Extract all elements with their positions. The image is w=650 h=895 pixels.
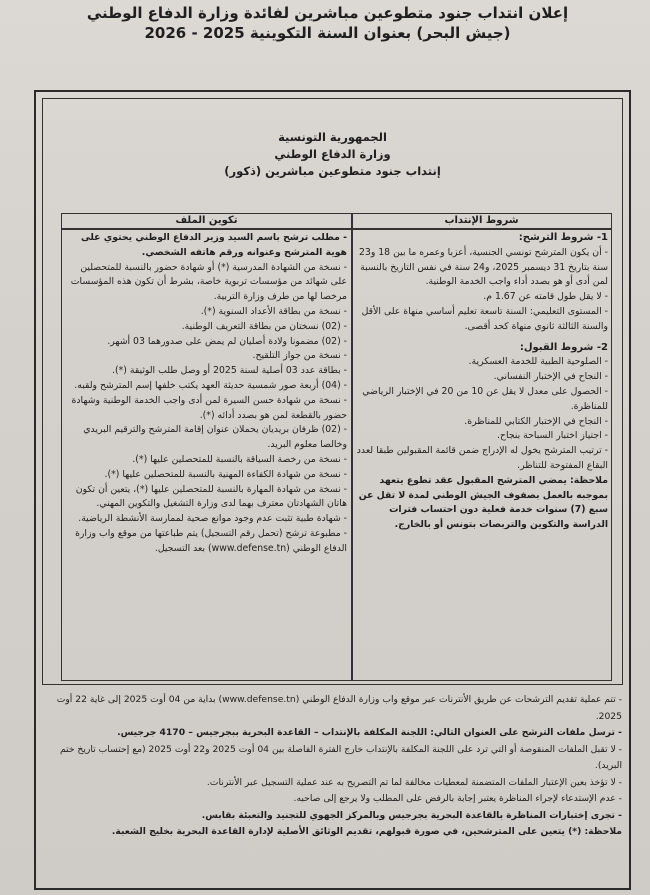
procedure-item: - لا تؤخذ بعين الإعتبار الملفات المتضمنة لمعطيات مخالفة لما تم التصريح به عند عملية التسجيل عبر الأنترنات. xyxy=(206,776,622,788)
file-item: - (02) نسختان من بطاقة التعريف الوطنية. xyxy=(181,320,347,332)
file-item: - نسخة من جواز التلقيح. xyxy=(252,350,347,362)
condition-item: - المستوى التعليمي: السنة تاسعة تعليم أساسي منهاة على الأقل والسنة الثالثة ثانوي منهاة كحد أقصى. xyxy=(361,305,608,332)
recruitment-title: إنتداب جنود متطوعين مباشرين (ذكور) xyxy=(224,164,441,178)
condition-item: - الصلوحية الطبية للخدمة العسكرية. xyxy=(468,356,608,368)
file-item: - (02) ظرفان بريديان يحملان عنوان إقامة المترشح والترقيم البريدي وخالصا معلوم البريد. xyxy=(83,424,347,451)
file-item: - بطاقة عدد 03 أصلية لسنة 2025 أو وصل طلب الوثيقة (*). xyxy=(112,365,347,377)
procedure-item: - عدم الإستدعاء لإجراء المناظرة يعتبر إجابة بالرفض على المطلب ولا يرجع إلى صاحبه. xyxy=(293,793,622,804)
condition-item: - ترتيب المترشح يخول له الإدراج ضمن قائمة المقبولين طبقا لعدد البقاع المفتوحة للتناظر. xyxy=(356,445,608,471)
requirements-table xyxy=(61,213,612,681)
announcement-header xyxy=(20,4,635,43)
issuer-block xyxy=(43,129,622,180)
file-item: - نسخة من الشهادة المدرسية (*) أو شهادة حضور بالنسبة للمتحصلين على شهائد من مؤسسات تربوية خاصة، بشرط أن تكون هذه المؤسسات مرخصا لها من طرف وزارة التربية. xyxy=(70,261,347,303)
conditions-header: شروط الإنتداب xyxy=(444,215,519,226)
section-title: 1- شروط الترشح: xyxy=(518,232,608,243)
condition-item: - اجتياز اختبار السباحة بنجاح. xyxy=(497,430,608,442)
file-item: - (04) أربعة صور شمسية حديثة العهد يكتب خلفها إسم المترشح ولقبه. xyxy=(74,379,347,391)
procedure-item: - لا تقبل الملفات المنقوصة أو التي ترد على اللجنة المكلفة بالإنتداب خارج الفترة الفاصلة بين 04 أوت 2025 و22 أوت 2025 (مع إحتساب تاريخ ختم البريد). xyxy=(59,743,622,771)
file-item: - نسخة من شهادة المهارة بالنسبة للمتحصلين عليها (*)، يتعين أن تكون هاتان الشهادتان معترف بهما لدى وزارة التشغيل والتكوين المهني. xyxy=(75,483,347,510)
table-header-divider xyxy=(62,228,611,230)
file-item: - نسخة من رخصة السياقة بالنسبة للمتحصلين عليها (*). xyxy=(132,453,347,465)
outer-frame xyxy=(34,90,631,890)
announcement-title: إعلان انتداب جنود متطوعين مباشرين لفائدة وزارة الدفاع الوطني xyxy=(86,4,569,22)
file-item: - نسخة من بطاقة الأعداد السنوية (*). xyxy=(200,305,347,317)
file-column xyxy=(67,231,347,557)
file-item: - نسخة من شهادة حسن السيرة لمن أدى واجب الخدمة الوطنية وشهادة حضور بالقطعة لمن هو بصدد أدائه (*). xyxy=(71,394,347,421)
condition-item: - أن يكون المترشح تونسي الجنسية، أعزبا وعمره ما بين 18 و23 سنة بتاريخ 31 ديسمبر 2025، و24 سنة في نفس التاريخ بالنسبة لمن أدى أو هو بصدد أداء واجب الخدمة الوطنية. xyxy=(358,246,608,288)
file-item: - مطلب ترشح باسم السيد وزير الدفاع الوطني يحتوي على هوية المترشح وعنوانه ورقم هاتفه الشخصي. xyxy=(80,232,347,258)
republic-name: الجمهورية التونسية xyxy=(278,130,387,144)
announcement-subtitle: (جيش البحر) بعنوان السنة التكوينية 2025 - 2026 xyxy=(144,24,511,42)
procedure-item: - ترسل ملفات الترشح على العنوان التالي: اللجنة المكلفة بالإنتداب – القاعدة البحرية ببجرجيس – 4170 جرجيس. xyxy=(117,727,622,738)
table-column-divider xyxy=(351,214,353,680)
contract-note: ملاحظة: يمضي المترشح المقبول عقد تطوع يتعهد بموجبه بالعمل بصفوف الجيش الوطني لمدة لا تقل عن سبع (7) سنوات خدمة فعلية دون احتساب فترات الدراسة والتكوين والتربصات بتونس أو بالخارج. xyxy=(358,474,608,531)
file-header: تكوين الملف xyxy=(175,215,238,226)
condition-item: - النجاح في الإختبار الكتابي للمناظرة. xyxy=(464,415,608,427)
file-item: - (02) مضمونا ولادة أصليان لم يمض على صدورهما 03 أشهر. xyxy=(107,335,347,347)
condition-item: - النجاح في الإختبار النفساني. xyxy=(493,371,608,383)
procedures-notes xyxy=(44,692,622,841)
section-title: 2- شروط القبول: xyxy=(519,341,608,353)
file-item: - شهادة طبية تثبت عدم وجود موانع صحية لممارسة الأنشطة الرياضية. xyxy=(78,513,347,525)
file-item: - مطبوعة ترشح (تحمل رقم التسجيل) يتم طباعتها من موقع واب وزارة الدفاع الوطني (www.defense.tn) بعد التسجيل. xyxy=(75,527,347,554)
final-note: ملاحظة: (*) يتعين على المترشحين، في صورة قبولهم، تقديم الوثائق الأصلية لإدارة القاعدة البحرية بخليج الشعبة. xyxy=(111,826,622,837)
conditions-column xyxy=(356,231,608,533)
procedure-item: - تجرى إختبارات المناظرة بالقاعدة البحرية بجرجيس وبالمركز الجهوي للتجنيد والتعبئة بقابس. xyxy=(201,809,622,821)
file-item: - نسخة من شهادة الكفاءة المهنية بالنسبة للمتحصلين عليها (*). xyxy=(104,468,347,480)
ministry-name: وزارة الدفاع الوطني xyxy=(274,147,391,161)
inner-frame xyxy=(42,98,623,685)
procedure-item: - تتم عملية تقديم الترشحات عن طريق الأنترنات عبر موقع واب وزارة الدفاع الوطني (www.defense.tn) بداية من 04 أوت 2025 إلى غاية 22 أوت 2025. xyxy=(56,694,622,722)
condition-item: - لا يقل طول قامته عن 1.67 م. xyxy=(483,291,608,303)
condition-item: - الحصول على معدل لا يقل عن 10 من 20 في الإختبار الرياضي للمناظرة. xyxy=(362,385,608,412)
